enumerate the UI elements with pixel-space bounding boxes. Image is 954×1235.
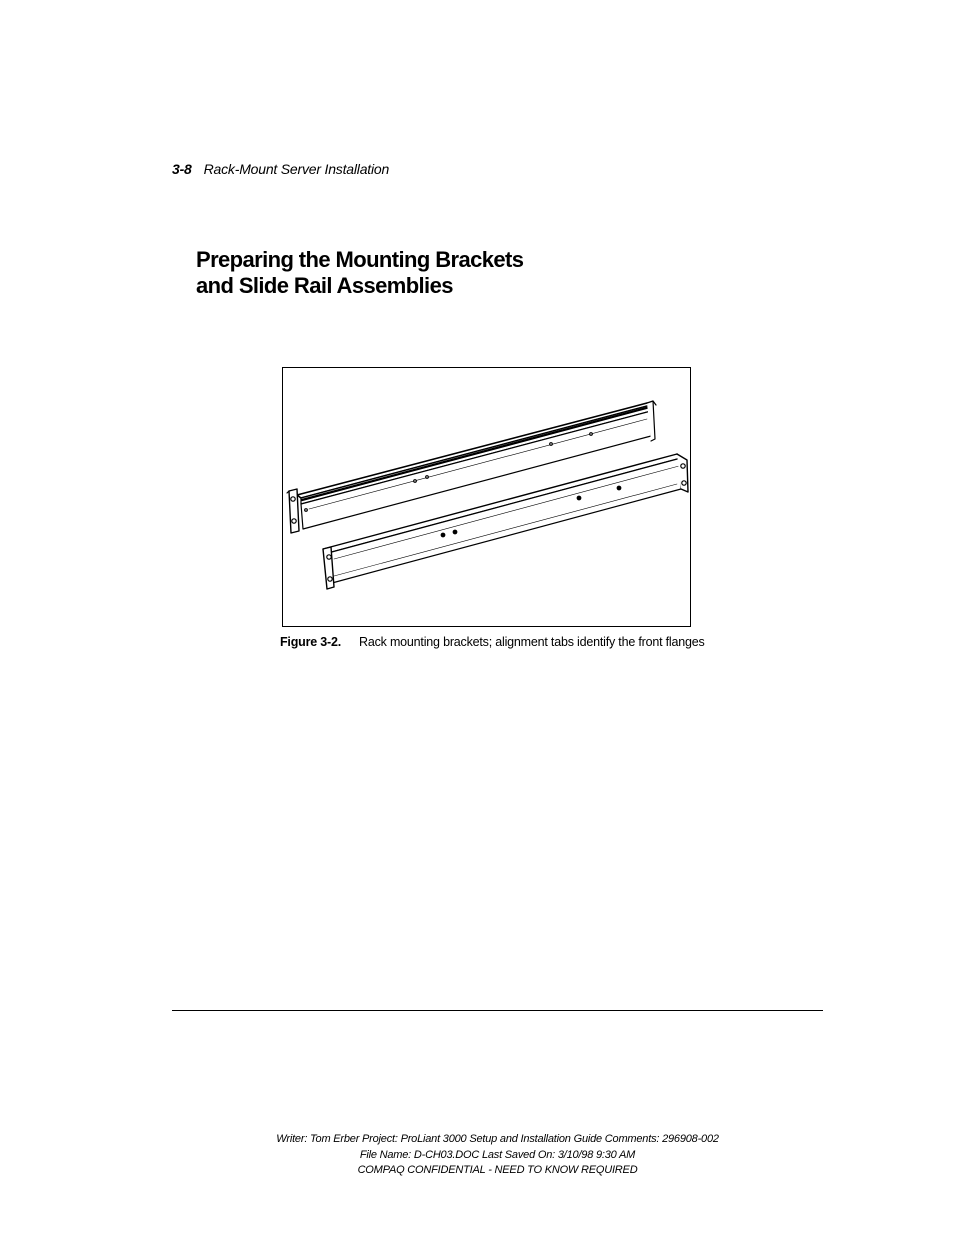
footer-line-2: File Name: D-CH03.DOC Last Saved On: 3/10/98 9:30 AM (359, 1148, 636, 1161)
section-title-line-2: and Slide Rail Assemblies (196, 273, 453, 298)
running-header (172, 161, 389, 177)
footer-block (172, 1132, 823, 1179)
figure-frame (282, 367, 691, 627)
section-title-line-1: Preparing the Mounting Brackets (196, 247, 524, 272)
figure-label: Figure 3-2. (280, 635, 342, 649)
section-title (196, 247, 523, 299)
footer-rule (172, 1010, 823, 1011)
figure-caption-text: Rack mounting brackets; alignment tabs identify the front flanges (359, 635, 705, 649)
figure-caption (280, 635, 705, 649)
page-number: 3-8 (172, 161, 192, 177)
footer-line-1: Writer: Tom Erber Project: ProLiant 3000 Setup and Installation Guide Comments: 296908-002 (276, 1133, 719, 1145)
footer-line-3: COMPAQ CONFIDENTIAL - NEED TO KNOW REQUIRED (357, 1164, 638, 1176)
rack-mounting-brackets-illustration (283, 368, 692, 628)
chapter-title: Rack-Mount Server Installation (203, 161, 390, 177)
